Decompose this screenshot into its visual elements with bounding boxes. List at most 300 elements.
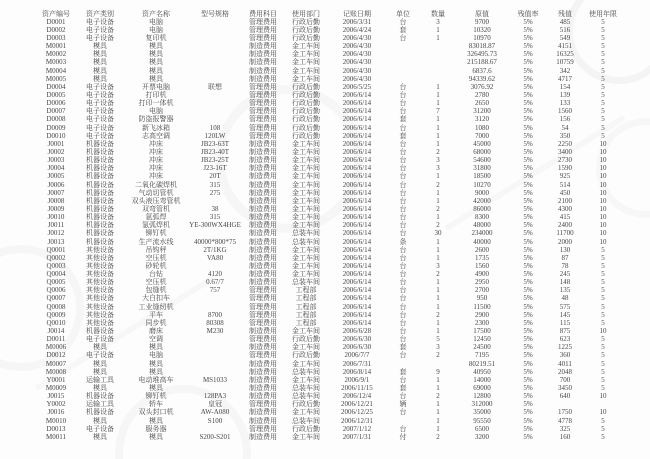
cell: 制造费用 — [249, 147, 277, 156]
cell: 5% — [523, 172, 533, 181]
cell: 磨床 — [149, 327, 163, 336]
table-row — [36, 376, 624, 384]
table-row — [36, 352, 624, 360]
cell: 砂轮机 — [145, 261, 167, 270]
cell — [420, 360, 456, 368]
cell: 5 — [601, 33, 605, 42]
cell: 台 — [399, 213, 407, 222]
cell: 2006/6/30 — [342, 343, 372, 352]
cell: 1 — [436, 188, 440, 197]
cell: 5 — [601, 107, 605, 116]
cell: 制造费用 — [249, 172, 277, 181]
cell: 20T — [209, 172, 221, 181]
cell: 3 — [436, 343, 440, 352]
cell: 台 — [399, 310, 407, 319]
cell: 1 — [436, 318, 440, 327]
cell: 4900 — [475, 270, 489, 279]
cell: 1 — [436, 400, 440, 409]
cell: 工程部 — [295, 310, 317, 319]
cell: 5% — [523, 424, 533, 433]
cell: JB23-25T — [201, 156, 229, 165]
cell: 30 — [434, 229, 442, 238]
cell — [188, 360, 242, 368]
cell: 5% — [523, 253, 533, 262]
cell: Y0001 — [46, 375, 66, 384]
cell — [386, 59, 420, 67]
cell: 台 — [399, 351, 407, 360]
cell: 1 — [436, 213, 440, 222]
cell: 行政后勤 — [292, 351, 320, 360]
cell: 2006/7/31 — [342, 359, 372, 368]
cell — [188, 116, 242, 124]
cell: 其他设备 — [86, 318, 114, 327]
cell: 549 — [559, 33, 571, 42]
cell: 5% — [523, 375, 533, 384]
cell: 电子设备 — [86, 424, 114, 433]
cell: 套 — [399, 131, 407, 140]
cell: 机器设备 — [86, 221, 114, 230]
cell: 1 — [436, 286, 440, 295]
cell: 10 — [599, 213, 607, 222]
cell: 空调 — [149, 335, 163, 344]
cell: 打印机 — [145, 90, 167, 99]
cell: J23-16T — [203, 164, 227, 173]
cell: J0002 — [47, 147, 65, 156]
table-row — [36, 124, 624, 132]
table-row — [36, 116, 624, 124]
cell: 台 — [399, 327, 407, 336]
cell: 2250 — [558, 139, 572, 148]
cell: 3200 — [475, 432, 489, 441]
cell: J0016 — [47, 408, 65, 417]
cell: 台 — [399, 204, 407, 213]
cell: J0009 — [47, 204, 65, 213]
table-row — [36, 108, 624, 116]
cell: D0008 — [46, 115, 66, 124]
cell: 5% — [523, 351, 533, 360]
cell: 5% — [523, 286, 533, 295]
cell: 2006/6/14 — [342, 164, 372, 173]
cell: 行政后勤 — [292, 90, 320, 99]
cell: 台 — [399, 424, 407, 433]
cell: 16325 — [556, 50, 574, 59]
cell: 40000 — [473, 237, 491, 246]
cell: 金工车间 — [292, 270, 320, 279]
cell: 氩弧焊机 — [142, 221, 170, 230]
cell: 3076.92 — [470, 82, 494, 91]
cell: 行政后勤 — [292, 17, 320, 26]
cell: 80308 — [206, 318, 224, 327]
cell: 套 — [399, 384, 407, 393]
cell: 10 — [599, 392, 607, 401]
cell: 5 — [601, 66, 605, 75]
cell: 其他设备 — [86, 294, 114, 303]
table-row — [36, 327, 624, 335]
cell: 2006/4/30 — [342, 50, 372, 59]
cell: 9 — [436, 367, 440, 376]
cell: 管理费用 — [249, 17, 277, 26]
cell: 台 — [399, 164, 407, 173]
cell: 电脑 — [149, 17, 163, 26]
cell: 台 — [399, 221, 407, 230]
cell: J0001 — [47, 139, 65, 148]
cell: 行政后勤 — [292, 123, 320, 132]
table-row — [36, 287, 624, 295]
cell: 1 — [436, 384, 440, 393]
cell: 1 — [436, 115, 440, 124]
table-row — [36, 214, 624, 222]
cell: 总装车间 — [292, 229, 320, 238]
cell — [420, 51, 456, 59]
cell: 服务器 — [145, 424, 167, 433]
cell — [420, 67, 456, 75]
cell: 5% — [523, 115, 533, 124]
cell: 1 — [436, 294, 440, 303]
cell: 金工车间 — [292, 74, 320, 83]
cell: 42000 — [473, 196, 491, 205]
cell: Q0010 — [46, 318, 66, 327]
cell: 485 — [559, 17, 571, 26]
cell: 12800 — [473, 392, 491, 401]
cell: 2006/11/15 — [341, 384, 373, 393]
column-header: 单位 — [396, 9, 410, 18]
cell: 68000 — [473, 147, 491, 156]
cell: 金工车间 — [292, 156, 320, 165]
cell: 机器设备 — [86, 188, 114, 197]
asset-table — [36, 10, 624, 441]
cell: 管理费用 — [249, 123, 277, 132]
cell: 台 — [399, 278, 407, 287]
cell: MS1033 — [202, 375, 228, 384]
cell: 制造费用 — [249, 213, 277, 222]
cell: 制造费用 — [249, 74, 277, 83]
cell: 台 — [399, 17, 407, 26]
cell: 640 — [559, 392, 571, 401]
cell: 管理费用 — [249, 90, 277, 99]
cell: D0012 — [46, 351, 66, 360]
cell: J0011 — [47, 221, 65, 230]
cell: 10270 — [473, 180, 491, 189]
cell: 制造费用 — [249, 237, 277, 246]
cell: 1 — [436, 82, 440, 91]
cell: 金工车间 — [292, 204, 320, 213]
cell: 3400 — [558, 147, 572, 156]
cell — [188, 18, 242, 26]
table-row — [36, 393, 624, 401]
cell: 2006/6/14 — [342, 245, 372, 254]
cell: 2006/5/25 — [342, 82, 372, 91]
table-row — [36, 409, 624, 417]
column-header: 原值 — [475, 9, 489, 18]
cell — [188, 67, 242, 75]
cell: 325 — [559, 424, 571, 433]
cell: M0007 — [45, 359, 67, 368]
cell: 5% — [523, 82, 533, 91]
cell: 215188.67 — [467, 58, 497, 67]
cell: 2007/1/12 — [342, 424, 372, 433]
cell: 其他设备 — [86, 302, 114, 311]
cell: 台 — [399, 82, 407, 91]
cell: J0008 — [47, 196, 65, 205]
cell: 9000 — [475, 188, 489, 197]
cell: 120LW — [204, 131, 226, 140]
cell: 制造费用 — [249, 245, 277, 254]
cell: 83018.87 — [468, 42, 496, 51]
cell: 1080 — [475, 123, 489, 132]
cell: 1 — [436, 196, 440, 205]
cell: 台 — [399, 302, 407, 311]
cell: 7000 — [475, 131, 489, 140]
cell: 2 — [436, 270, 440, 279]
table-row — [36, 197, 624, 205]
cell: S100 — [207, 416, 223, 425]
cell: 5 — [601, 286, 605, 295]
cell: 342 — [559, 66, 571, 75]
cell: 108 — [209, 123, 221, 132]
cell: 模具 — [149, 50, 163, 59]
cell: J0015 — [47, 392, 65, 401]
cell: 平车 — [149, 310, 163, 319]
cell: 套 — [399, 115, 407, 124]
cell: 金工车间 — [292, 432, 320, 441]
cell: 机器设备 — [86, 408, 114, 417]
table-row — [36, 311, 624, 319]
cell: 空压机 — [145, 253, 167, 262]
table-row — [36, 433, 624, 441]
cell: D0009 — [46, 123, 66, 132]
cell: M0005 — [45, 74, 67, 83]
cell: 350 — [559, 131, 571, 140]
cell: 5 — [601, 131, 605, 140]
cell: 运输工具 — [86, 375, 114, 384]
cell: 8700 — [208, 310, 222, 319]
cell: 2006/6/30 — [342, 335, 372, 344]
cell: 其他设备 — [86, 253, 114, 262]
cell: 2006/4/30 — [342, 58, 372, 67]
cell: 5 — [601, 310, 605, 319]
cell: 总装车间 — [292, 367, 320, 376]
cell: 2006/12/4 — [342, 392, 372, 401]
cell: 2006/6/14 — [342, 302, 372, 311]
cell: 机器设备 — [86, 147, 114, 156]
table-row — [36, 205, 624, 213]
cell: 模具 — [93, 58, 107, 67]
cell: 2950 — [475, 278, 489, 287]
table-row — [36, 132, 624, 140]
cell: 电子设备 — [86, 90, 114, 99]
cell: 运输工具 — [86, 400, 114, 409]
cell: 10970 — [473, 33, 491, 42]
cell: 台 — [399, 245, 407, 254]
cell: 铆钉机 — [145, 229, 167, 238]
cell: 电子设备 — [86, 99, 114, 108]
cell: 电脑 — [149, 25, 163, 34]
cell: 450 — [559, 188, 571, 197]
cell: J0013 — [47, 237, 65, 246]
cell: 5% — [523, 270, 533, 279]
cell: 1 — [436, 253, 440, 262]
cell: 1 — [436, 408, 440, 417]
cell: 48 — [561, 294, 569, 303]
cell: 制造费用 — [249, 343, 277, 352]
cell: 2000 — [558, 237, 572, 246]
cell — [188, 100, 242, 108]
cell: 360 — [559, 351, 571, 360]
cell: 制造费用 — [249, 327, 277, 336]
cell: 1 — [436, 278, 440, 287]
cell: 总装车间 — [292, 237, 320, 246]
cell: 1750 — [558, 408, 572, 417]
cell: 台 — [399, 335, 407, 344]
cell: 5% — [523, 107, 533, 116]
cell: 5 — [601, 99, 605, 108]
cell: 5% — [523, 416, 533, 425]
cell: 1 — [436, 90, 440, 99]
cell: 行政后勤 — [292, 25, 320, 34]
cell: 5% — [523, 139, 533, 148]
cell: M230 — [206, 327, 224, 336]
cell: 5 — [601, 278, 605, 287]
table-row — [36, 417, 624, 425]
cell: 台 — [399, 294, 407, 303]
cell: 机器设备 — [86, 180, 114, 189]
cell: 管理费用 — [249, 302, 277, 311]
cell: 133 — [559, 99, 571, 108]
cell: 吊钩秤 — [145, 245, 167, 254]
cell: AW-A080 — [200, 408, 230, 417]
cell: 金工车间 — [292, 42, 320, 51]
table-row — [36, 67, 624, 75]
cell: 95550 — [473, 416, 491, 425]
cell: 模具 — [93, 432, 107, 441]
cell: 17500 — [473, 327, 491, 336]
cell: 金工车间 — [292, 196, 320, 205]
cell: 工程部 — [295, 302, 317, 311]
cell: 700 — [559, 375, 571, 384]
column-header: 记账日期 — [343, 9, 371, 18]
cell — [188, 108, 242, 116]
cell: 管理费用 — [249, 33, 277, 42]
column-header: 资产编号 — [42, 9, 70, 18]
cell: 31200 — [473, 107, 491, 116]
cell: 5% — [523, 164, 533, 173]
cell: 制造费用 — [249, 367, 277, 376]
table-row — [36, 344, 624, 352]
cell: 模具 — [149, 416, 163, 425]
cell — [188, 43, 242, 51]
cell: 皇冠 — [208, 400, 222, 409]
cell: 2006/9/1 — [344, 375, 370, 384]
cell: 1 — [436, 375, 440, 384]
cell: 4300 — [558, 204, 572, 213]
cell: 7195 — [475, 351, 489, 360]
cell: 130 — [559, 245, 571, 254]
cell: 10 — [599, 327, 607, 336]
table-row — [36, 425, 624, 433]
cell: 315 — [209, 180, 221, 189]
cell: 1 — [436, 25, 440, 34]
cell: 2006/6/14 — [342, 147, 372, 156]
cell — [188, 59, 242, 67]
cell: 2006/6/14 — [342, 172, 372, 181]
column-header: 费用科目 — [249, 9, 277, 18]
cell: 二氧化碳焊机 — [135, 180, 177, 189]
table-row — [36, 157, 624, 165]
cell: 2730 — [558, 156, 572, 165]
cell: 5% — [523, 335, 533, 344]
cell: 总装车间 — [292, 278, 320, 287]
cell — [188, 295, 242, 303]
asset-table-header-row — [36, 10, 624, 18]
cell: 5% — [523, 384, 533, 393]
cell: M0009 — [45, 384, 67, 393]
cell: 2006/6/14 — [342, 156, 372, 165]
cell — [188, 336, 242, 344]
cell: M0004 — [45, 66, 67, 75]
cell: 2T/1KG — [203, 245, 227, 254]
cell: 模具 — [93, 50, 107, 59]
cell: 2006/4/30 — [342, 42, 372, 51]
cell: 制造费用 — [249, 221, 277, 230]
table-row — [36, 51, 624, 59]
cell: 10 — [599, 221, 607, 230]
table-row — [36, 246, 624, 254]
cell: 875 — [559, 327, 571, 336]
cell: 1 — [436, 139, 440, 148]
cell: 18500 — [473, 172, 491, 181]
cell: 1 — [436, 416, 440, 425]
cell: 156 — [559, 115, 571, 124]
cell: 5% — [523, 25, 533, 34]
cell: 金工车间 — [292, 375, 320, 384]
cell: Q0003 — [46, 261, 66, 270]
cell: 制造费用 — [249, 375, 277, 384]
cell: 电子设备 — [86, 335, 114, 344]
cell: D0001 — [46, 17, 66, 26]
cell: 1 — [436, 424, 440, 433]
cell: 金工车间 — [292, 164, 320, 173]
cell: 空压机 — [145, 278, 167, 287]
cell: 管理费用 — [249, 335, 277, 344]
cell: 5% — [523, 318, 533, 327]
column-header: 使用部门 — [292, 9, 320, 18]
cell: 69000 — [473, 384, 491, 393]
cell: 模具 — [149, 359, 163, 368]
cell: 1 — [436, 131, 440, 140]
cell: Q0005 — [46, 278, 66, 287]
cell: 5% — [523, 302, 533, 311]
table-row — [36, 148, 624, 156]
cell: 2900 — [475, 310, 489, 319]
cell: J0012 — [47, 229, 65, 238]
cell: 模具 — [93, 343, 107, 352]
cell: D0004 — [46, 82, 66, 91]
cell: 10 — [599, 147, 607, 156]
cell: 管理费用 — [249, 310, 277, 319]
table-row — [36, 26, 624, 34]
cell: 86000 — [473, 204, 491, 213]
cell: 制造费用 — [249, 408, 277, 417]
cell: YE-300WX4HGE — [189, 221, 241, 230]
cell: 1 — [436, 302, 440, 311]
cell: 制造费用 — [249, 188, 277, 197]
cell: 总装车间 — [292, 416, 320, 425]
cell: 3450 — [558, 384, 572, 393]
cell: 10 — [599, 229, 607, 238]
cell: 234000 — [471, 229, 493, 238]
cell: 金工车间 — [292, 139, 320, 148]
cell: 氩弧焊 — [145, 213, 167, 222]
